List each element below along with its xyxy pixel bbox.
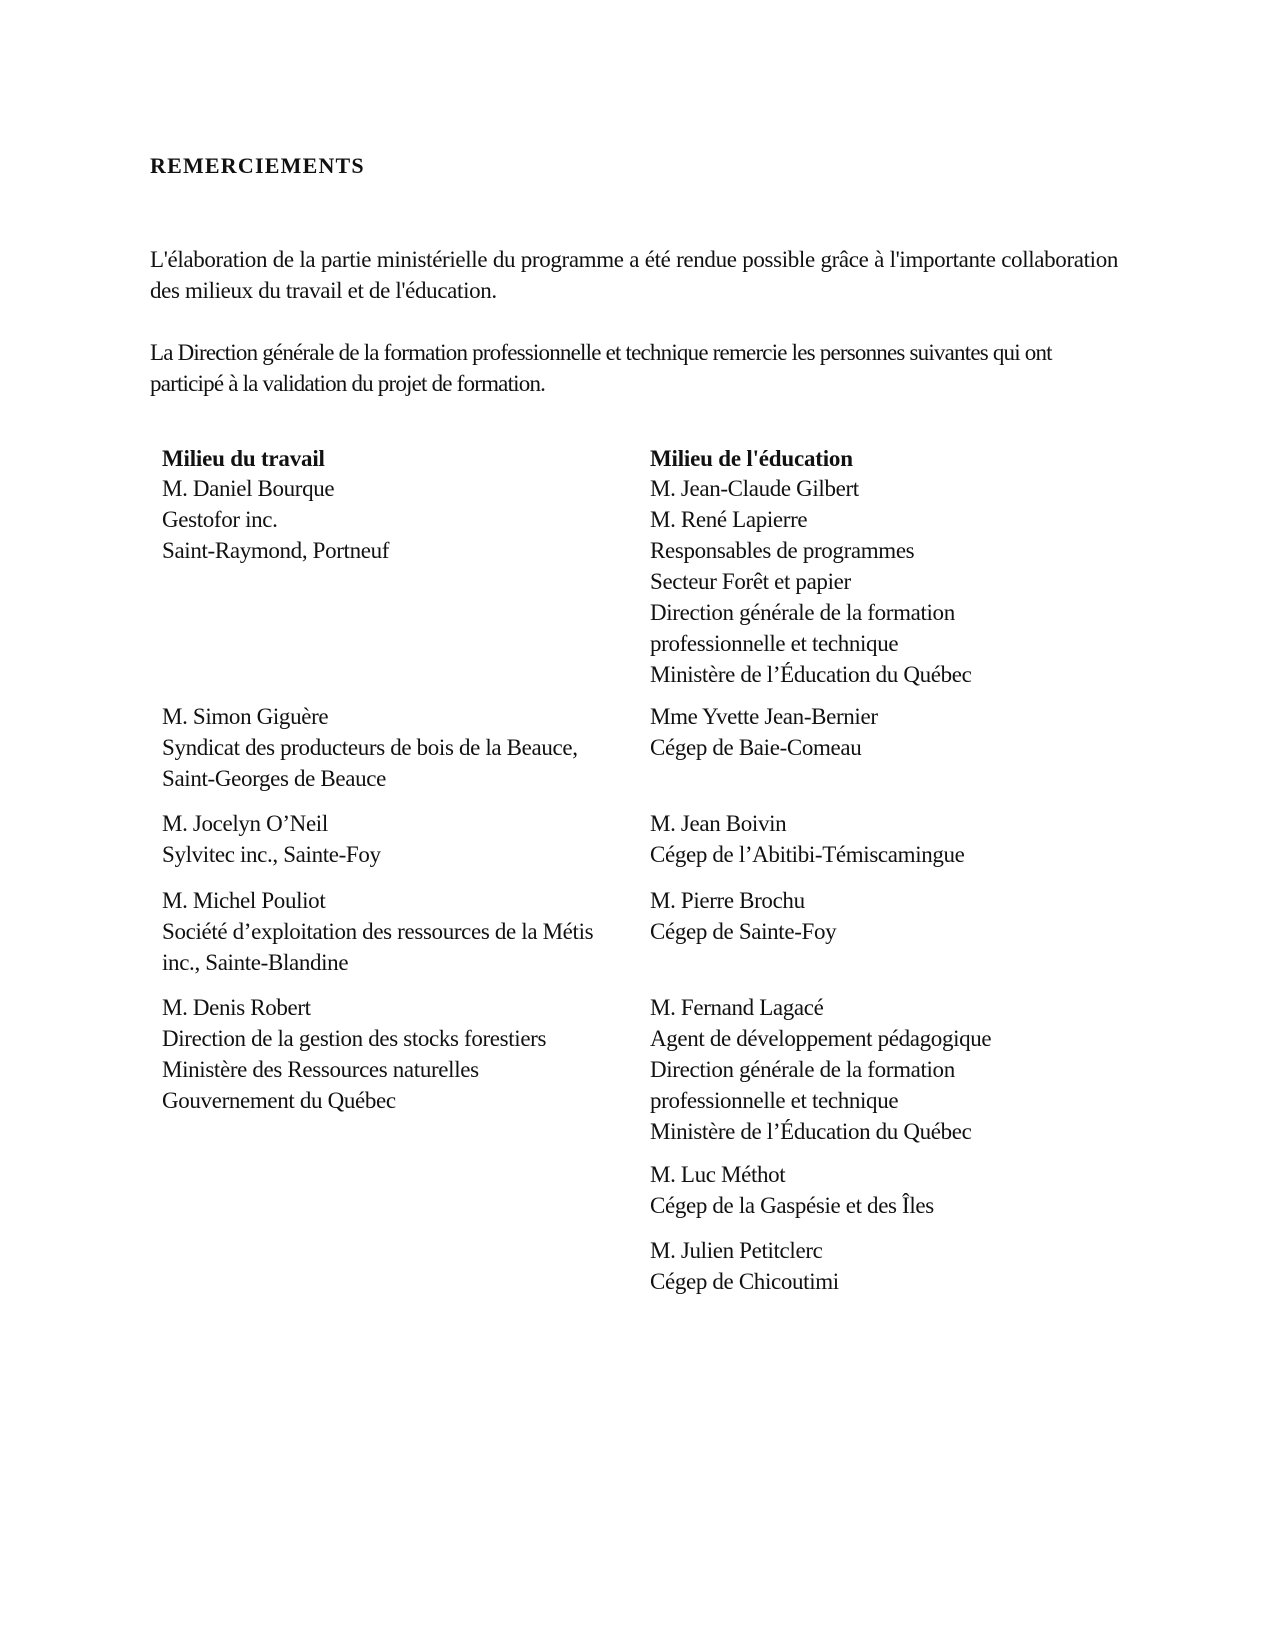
work-entry (162, 701, 642, 794)
intro-paragraph: L'élaboration de la partie ministérielle du programme a été rendue possible grâce à l'importante collaboration des milieux du travail et de l'éducation. (150, 247, 1118, 303)
work-column-heading: Milieu du travail (162, 446, 325, 471)
person-name: M. Julien Petitclerc (650, 1238, 823, 1263)
education-entry (650, 808, 1130, 870)
affiliation-line: Cégep de la Gaspésie et des Îles (650, 1193, 934, 1218)
education-entry (650, 1159, 1130, 1221)
person-name: M. Jean Boivin (650, 811, 787, 836)
affiliation-line: Syndicat des producteurs de bois de la Beauce, (162, 735, 578, 760)
affiliation-line: Ministère de l’Éducation du Québec (650, 662, 972, 687)
person-name: Mme Yvette Jean-Bernier (650, 704, 878, 729)
affiliation-line: Responsables de programmes (650, 538, 915, 563)
person-name: M. Jocelyn O’Neil (162, 811, 328, 836)
affiliation-line: Direction générale de la formation (650, 600, 955, 625)
person-name: M. Daniel Bourque (162, 476, 335, 501)
affiliation-line: Gestofor inc. (162, 507, 278, 532)
person-name: M. Jean-Claude Gilbert (650, 476, 859, 501)
education-entry (650, 473, 1130, 690)
work-entry (162, 885, 642, 978)
person-name: M. Denis Robert (162, 995, 311, 1020)
education-column-heading: Milieu de l'éducation (650, 446, 853, 471)
affiliation-line: Agent de développement pédagogique (650, 1026, 992, 1051)
affiliation-line: Société d’exploitation des ressources de la Métis (162, 919, 594, 944)
education-entry (650, 1235, 1130, 1297)
person-name: M. Michel Pouliot (162, 888, 326, 913)
person-name: M. Pierre Brochu (650, 888, 805, 913)
affiliation-line: Saint-Georges de Beauce (162, 766, 386, 791)
affiliation-line: Gouvernement du Québec (162, 1088, 396, 1113)
thanks-paragraph: La Direction générale de la formation professionnelle et technique remercie les personnes suivantes qui ont participé à la validation du projet de formation. (150, 340, 1052, 396)
work-entry (162, 473, 642, 566)
affiliation-line: Cégep de l’Abitibi-Témiscamingue (650, 842, 965, 867)
education-entry (650, 701, 1130, 763)
affiliation-line: Direction générale de la formation (650, 1057, 955, 1082)
education-entry (650, 992, 1130, 1147)
person-name: M. Fernand Lagacé (650, 995, 824, 1020)
affiliation-line: professionnelle et technique (650, 631, 899, 656)
affiliation-line: Cégep de Sainte-Foy (650, 919, 837, 944)
affiliation-line: Cégep de Baie-Comeau (650, 735, 862, 760)
affiliation-line: inc., Sainte-Blandine (162, 950, 349, 975)
affiliation-line: professionnelle et technique (650, 1088, 899, 1113)
affiliation-line: Secteur Forêt et papier (650, 569, 851, 594)
affiliation-line: Cégep de Chicoutimi (650, 1269, 839, 1294)
education-entry (650, 885, 1130, 947)
work-entry (162, 808, 642, 870)
person-name: M. René Lapierre (650, 507, 808, 532)
affiliation-line: Direction de la gestion des stocks forestiers (162, 1026, 547, 1051)
person-name: M. Simon Giguère (162, 704, 329, 729)
person-name: M. Luc Méthot (650, 1162, 786, 1187)
affiliation-line: Sylvitec inc., Sainte-Foy (162, 842, 381, 867)
affiliation-line: Saint-Raymond, Portneuf (162, 538, 390, 563)
affiliation-line: Ministère de l’Éducation du Québec (650, 1119, 972, 1144)
page-title: REMERCIEMENTS (150, 153, 365, 178)
work-entry (162, 992, 642, 1116)
affiliation-line: Ministère des Ressources naturelles (162, 1057, 479, 1082)
